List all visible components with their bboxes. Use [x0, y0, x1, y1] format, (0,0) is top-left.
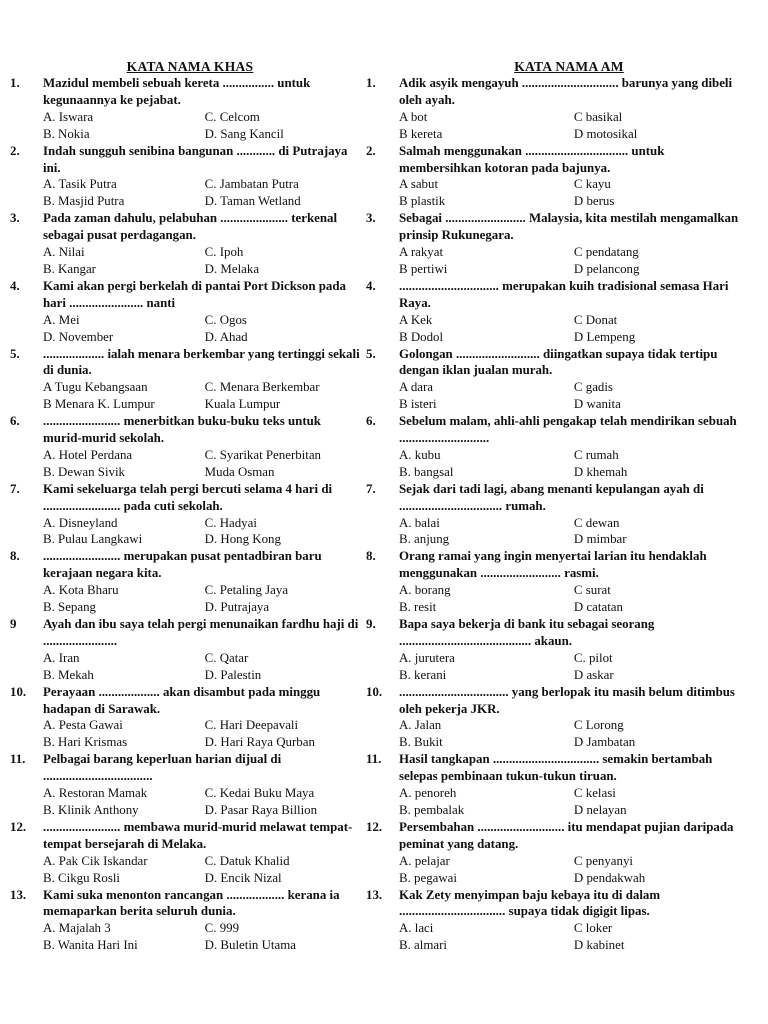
question-item [366, 887, 742, 955]
kata-nama-khas-heading: KATA NAMA KHAS [126, 59, 254, 74]
question-number: 2. [10, 143, 20, 158]
answer-option: Kuala Lumpur [204, 397, 281, 412]
answer-options [399, 379, 742, 413]
question-item [366, 210, 742, 278]
answer-options [399, 312, 742, 346]
answer-option: D. Encik Nizal [204, 870, 282, 885]
question-number: 7. [366, 481, 376, 496]
answer-option: C. Hadyai [204, 515, 257, 530]
question-text: Pelbagai barang keperluan harian dijual di .................................. [43, 752, 282, 784]
question-text: Persembahan ........................... itu mendapat pujian daripada peminat yang datang. [399, 819, 734, 851]
answer-option: B. Wanita Hari Ini [43, 938, 138, 953]
question-text: Orang ramai yang ingin menyertai larian itu hendaklah menggunakan ......................... rasmi. [399, 549, 707, 581]
answer-options [43, 717, 360, 751]
answer-option: D nelayan [573, 802, 627, 817]
question-number: 6. [10, 414, 20, 429]
question-number: 4. [10, 278, 20, 293]
question-item [10, 887, 360, 955]
answer-option: B Dodol [399, 329, 444, 344]
answer-option: Muda Osman [204, 464, 275, 479]
answer-option: C Lorong [573, 718, 624, 733]
answer-option: C dewan [573, 515, 620, 530]
answer-option: A. Kota Bharu [43, 583, 119, 598]
question-number: 5. [10, 346, 20, 361]
question-number: 8. [366, 549, 376, 564]
question-text: ........................ menerbitkan buku-buku teks untuk murid-murid sekolah. [43, 414, 321, 446]
answer-option: C kayu [573, 177, 611, 192]
answer-option: D. Hari Raya Qurban [204, 735, 315, 750]
answer-option: D. Hong Kong [204, 532, 281, 547]
answer-option: A. kubu [399, 447, 441, 462]
answer-option: A. pelajar [399, 853, 450, 868]
answer-options [399, 920, 742, 954]
question-number: 1. [366, 76, 376, 90]
question-item [10, 684, 360, 752]
question-number: 8. [10, 549, 20, 564]
answer-option: C kelasi [573, 786, 616, 801]
question-text: ............................... merupakan kuih tradisional semasa Hari Raya. [399, 278, 729, 310]
answer-option: B. resit [399, 600, 437, 615]
answer-option: A. jurutera [399, 650, 455, 665]
answer-option: A. penoreh [399, 786, 457, 801]
answer-option: B. pembalak [399, 802, 465, 817]
question-number: 13. [366, 887, 383, 902]
answer-options [399, 650, 742, 684]
question-item [10, 278, 360, 346]
answer-option: B. Sepang [43, 600, 96, 615]
answer-option: A rakyat [399, 245, 444, 260]
answer-options [399, 717, 742, 751]
kata-nama-am-heading: KATA NAMA AM [514, 59, 624, 74]
answer-option: B. kerani [399, 667, 447, 682]
answer-option: A. Iswara [43, 109, 94, 124]
answer-option: D motosikal [573, 126, 638, 141]
question-text: ........................ merupakan pusat pentadbiran baru kerajaan negara kita. [43, 549, 322, 581]
question-number: 11. [10, 752, 26, 767]
answer-option: C pendatang [573, 245, 639, 260]
answer-option: A bot [399, 109, 428, 124]
kata-nama-khas-column [10, 58, 360, 954]
question-number: 7. [10, 481, 20, 496]
answer-option: A dara [399, 380, 434, 395]
answer-option: B Menara K. Lumpur [43, 397, 155, 412]
question-text: ................... ialah menara berkembar yang tertinggi sekali di dunia. [43, 346, 360, 378]
question-item [10, 75, 360, 143]
question-number: 12. [10, 819, 27, 834]
answer-option: B. pegawai [399, 870, 457, 885]
answer-option: A Tugu Kebangsaan [43, 380, 148, 395]
question-text: Kami akan pergi berkelah di pantai Port Dickson pada hari ....................... nanti [43, 278, 346, 310]
answer-options [43, 785, 360, 819]
question-item [366, 481, 742, 549]
question-number: 9 [10, 617, 17, 631]
answer-option: A. Disneyland [43, 515, 118, 530]
answer-option: C. Petaling Jaya [204, 583, 289, 598]
answer-option: B. Bukit [399, 735, 443, 750]
answer-option: B isteri [399, 397, 437, 412]
question-number: 2. [366, 143, 376, 158]
question-number: 11. [366, 752, 382, 767]
answer-options [399, 176, 742, 210]
answer-options [43, 379, 360, 413]
answer-option: D pelancong [573, 261, 640, 276]
answer-option: A. Restoran Mamak [43, 786, 148, 801]
question-item [10, 413, 360, 481]
question-item [10, 819, 360, 887]
answer-options [43, 312, 360, 346]
answer-option: A. Pesta Gawai [43, 718, 123, 733]
answer-option: D askar [573, 667, 614, 682]
answer-option: D catatan [573, 600, 623, 615]
answer-option: C. Hari Deepavali [204, 718, 299, 733]
question-item [366, 75, 742, 143]
answer-options [399, 244, 742, 278]
answer-option: B. Dewan Sivik [43, 464, 125, 479]
answer-options [43, 176, 360, 210]
question-text: Pada zaman dahulu, pelabuhan ..................... terkenal sebagai pusat perdagangan. [43, 211, 338, 243]
question-text: Adik asyik mengayuh .............................. barunya yang dibeli oleh ayah. [399, 76, 733, 107]
answer-option: C rumah [573, 447, 619, 462]
answer-option: C. Kedai Buku Maya [204, 786, 315, 801]
question-number: 3. [366, 211, 376, 226]
answer-options [43, 853, 360, 887]
question-item [366, 346, 742, 414]
answer-option: C penyanyi [573, 853, 633, 868]
answer-option: A. Jalan [399, 718, 442, 733]
answer-option: D kabinet [573, 938, 625, 953]
answer-option: D mimbar [573, 532, 627, 547]
answer-option: B. Hari Krismas [43, 735, 128, 750]
answer-option: C Donat [573, 312, 618, 327]
answer-option: D. Sang Kancil [204, 126, 284, 141]
answer-option: A. borang [399, 583, 451, 598]
question-text: Mazidul membeli sebuah kereta ................ untuk kegunaannya ke pejabat. [43, 76, 311, 107]
answer-option: B. anjung [399, 532, 450, 547]
answer-option: D. November [43, 329, 114, 344]
question-text: Perayaan ................... akan disambut pada minggu hadapan di Sarawak. [43, 684, 321, 716]
answer-option: B. Pulau Langkawi [43, 532, 143, 547]
answer-option: A. Pak Cik Iskandar [43, 853, 148, 868]
question-item [10, 751, 360, 819]
answer-option: A. balai [399, 515, 440, 530]
question-number: 5. [366, 346, 376, 361]
answer-option: C. Celcom [204, 109, 260, 124]
answer-option: A. Iran [43, 650, 80, 665]
answer-option: C. Syarikat Penerbitan [204, 447, 322, 462]
answer-options [43, 515, 360, 549]
answer-option: D pendakwah [573, 870, 646, 885]
question-item [10, 143, 360, 211]
question-text: Kami sekeluarga telah pergi bercuti selama 4 hari di ........................ pada cuti sekolah. [43, 481, 333, 513]
question-item [366, 143, 742, 211]
question-text: .................................. yang berlopak itu masih belum ditimbus oleh pekerja JKR. [399, 684, 735, 716]
kata-nama-am-column [366, 58, 742, 954]
question-item [366, 751, 742, 819]
question-number: 12. [366, 819, 383, 834]
answer-option: C. Ogos [204, 312, 247, 327]
answer-options [43, 920, 360, 954]
answer-option: D khemah [573, 464, 628, 479]
question-text: Sejak dari tadi lagi, abang menanti kepulangan ayah di ................................ rumah. [399, 481, 704, 513]
answer-option: B. Cikgu Rosli [43, 870, 121, 885]
answer-option: D. Taman Wetland [204, 194, 301, 209]
answer-option: D. Ahad [204, 329, 248, 344]
answer-option: A. Mei [43, 312, 80, 327]
answer-option: D. Palestin [204, 667, 262, 682]
answer-options [399, 515, 742, 549]
answer-option: C. Qatar [204, 650, 249, 665]
answer-options [43, 447, 360, 481]
question-text: Sebagai ......................... Malaysia, kita mestilah mengamalkan prinsip Rukunegara. [399, 211, 739, 243]
answer-option: A. Majalah 3 [43, 921, 111, 936]
answer-option: D. Putrajaya [204, 600, 270, 615]
question-number: 10. [10, 684, 27, 699]
answer-option: C basikal [573, 109, 623, 124]
answer-option: A sabut [399, 177, 439, 192]
answer-options [43, 650, 360, 684]
question-item [10, 210, 360, 278]
answer-option: D. Melaka [204, 261, 260, 276]
answer-option: B kereta [399, 126, 443, 141]
answer-option: B. Masjid Putra [43, 194, 125, 209]
question-item [366, 819, 742, 887]
answer-options [43, 109, 360, 143]
answer-option: C. Menara Berkembar [204, 380, 320, 395]
answer-options [399, 582, 742, 616]
answer-option: C. Jambatan Putra [204, 177, 299, 192]
question-text: Ayah dan ibu saya telah pergi menunaikan fardhu haji di ....................... [43, 617, 359, 648]
answer-option: D Lempeng [573, 329, 636, 344]
answer-option: B. Kangar [43, 261, 96, 276]
question-item [366, 616, 742, 684]
question-number: 4. [366, 278, 376, 293]
answer-option: D. Pasar Raya Billion [204, 802, 318, 817]
question-text: Salmah menggunakan ................................ untuk membersihkan kotoran pada bajunya. [399, 143, 665, 175]
question-item [366, 684, 742, 752]
answer-options [399, 785, 742, 819]
answer-option: A. Hotel Perdana [43, 447, 133, 462]
question-number: 1. [10, 76, 20, 90]
answer-option: B. bangsal [399, 464, 454, 479]
answer-option: A. laci [399, 921, 434, 936]
answer-options [399, 853, 742, 887]
answer-option: D. Buletin Utama [204, 938, 296, 953]
answer-option: A. Tasik Putra [43, 177, 117, 192]
answer-option: C surat [573, 583, 611, 598]
answer-options [399, 447, 742, 481]
answer-option: B. Nokia [43, 126, 90, 141]
answer-option: C gadis [573, 380, 613, 395]
answer-option: C. Datuk Khalid [204, 853, 290, 868]
answer-option: C. pilot [573, 650, 613, 665]
answer-option: B plastik [399, 194, 446, 209]
answer-option: D Jambatan [573, 735, 636, 750]
answer-option: D wanita [573, 397, 621, 412]
answer-options [399, 109, 742, 143]
answer-options [43, 244, 360, 278]
answer-option: B. almari [399, 938, 447, 953]
answer-option: B. Klinik Anthony [43, 802, 139, 817]
question-number: 9. [366, 617, 376, 631]
question-item [366, 548, 742, 616]
question-text: Golongan .......................... diingatkan supaya tidak tertipu dengan iklan jualan murah. [399, 346, 718, 378]
question-item [366, 278, 742, 346]
answer-option: D berus [573, 194, 615, 209]
question-number: 13. [10, 887, 27, 902]
question-text: Bapa saya bekerja di bank itu sebagai seorang ......................................... akaun. [399, 617, 655, 648]
answer-option: C. 999 [204, 921, 240, 936]
answer-option: C loker [573, 921, 613, 936]
question-number: 3. [10, 211, 20, 226]
question-text: Indah sungguh senibina bangunan ............ di Putrajaya ini. [43, 143, 348, 175]
answer-option: B. Mekah [43, 667, 94, 682]
question-text: Kami suka menonton rancangan .................. kerana ia memaparkan berita seluruh dunia. [43, 887, 340, 919]
question-item [10, 346, 360, 414]
answer-option: A. Nilai [43, 245, 85, 260]
answer-option: A Kek [399, 312, 433, 327]
question-text: Hasil tangkapan ................................. semakin bertambah selepas pembinaan tukun-tukun tiruan. [399, 752, 713, 784]
question-item [366, 413, 742, 481]
question-item [10, 616, 360, 684]
answer-option: B pertiwi [399, 261, 448, 276]
question-number: 6. [366, 414, 376, 429]
question-number: 10. [366, 684, 383, 699]
answer-options [43, 582, 360, 616]
question-item [10, 548, 360, 616]
question-item [10, 481, 360, 549]
question-text: Sebelum malam, ahli-ahli pengakap telah mendirikan sebuah ............................ [399, 414, 737, 446]
question-text: Kak Zety menyimpan baju kebaya itu di dalam ................................. supaya tidak digigit lipas. [399, 887, 661, 919]
question-text: ........................ membawa murid-murid melawat tempat-tempat bersejarah di Melaka. [43, 819, 353, 851]
answer-option: C. Ipoh [204, 245, 244, 260]
